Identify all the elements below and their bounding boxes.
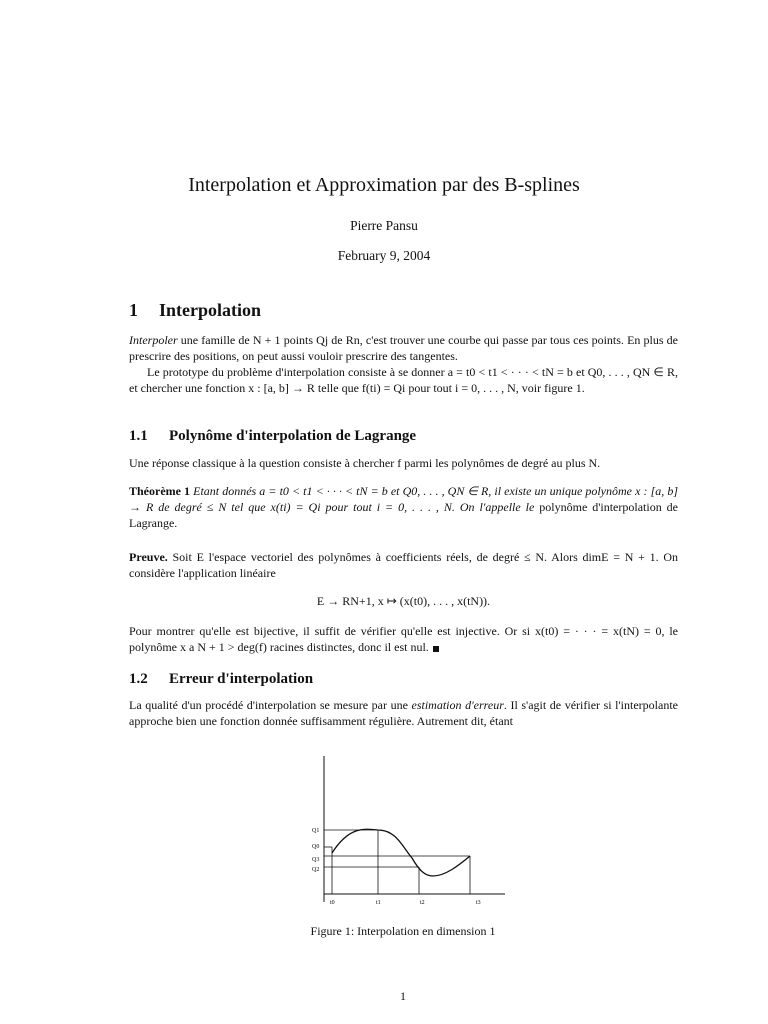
paragraph-interpoler-text: une famille de N + 1 points Qj de Rn, c'est trouver une courbe qui passe par tous ces points. En plus de prescrire des positions, on peut aussi vouloir prescrire des tangentes. [129,333,678,363]
page-number: 1 [400,989,406,1003]
label-q3: Q3 [312,857,320,863]
theorem-label: Théorème 1 [129,484,191,498]
label-q0: Q0 [312,844,320,850]
qed-square-icon [433,646,439,652]
emphasis-estimation: estimation d'erreur [411,698,504,712]
emphasis-interpoler: Interpoler [129,333,178,347]
proof-label: Preuve. [129,550,168,564]
subsection-1-1-heading [129,428,416,445]
paragraph-interpoler [129,332,678,364]
display-equation: E → RN+1, x ↦ (x(t0), . . . , x(tN)). [316,594,491,608]
paper-author: Pierre Pansu [350,218,418,233]
theorem-tail: polynôme d'interpolation de Lagrange. [129,500,678,530]
paragraph-erreur-start: La qualité d'un procédé d'interpolation se mesure par une [129,698,412,712]
theorem-statement: Etant donnés a = t0 < t1 < · · · < tN = b et Q0, . . . , QN ∈ R, il existe un unique polynôme x : [a, b] → R de degré ≤ N tel que x(ti) = Qi pour tout i = 0, . . . , N. On l'appelle le [129,484,678,514]
paragraph-erreur-end: . Il s'agit de vérifier si l'interpolante approche bien une fonction donnée suffisamment régulière. Autrement dit, étant [129,698,678,728]
paragraph-erreur [129,697,678,729]
subsection-number: 1.1 [129,428,148,444]
label-t1: t1 [376,900,381,906]
subsection-1-2-heading [129,671,313,688]
section-number: 1 [129,300,138,320]
section-title: Interpolation [159,300,262,320]
paragraph-lagrange-intro: Une réponse classique à la question consiste à chercher f parmi les polynômes de degré au plus N. [129,456,601,470]
paragraph-prototype: Le prototype du problème d'interpolation consiste à se donner a = t0 < t1 < · · · < tN = b et Q0, . . . , QN ∈ R, et chercher une fonction x : [a, b] → R telle que f(ti) = Qi pour tout i = 0, . . . , N, voir figure 1. [129,365,678,395]
paper-title: Interpolation et Approximation par des B-splines [188,174,580,196]
label-t2: t2 [420,900,425,906]
paragraph-bijective [129,623,678,655]
proof-text: Soit E l'espace vectoriel des polynômes à coefficients réels, de degré ≤ N. Alors dimE = N + 1. On considère l'application linéaire [129,550,678,580]
theorem-1 [129,483,678,531]
label-t0: t0 [330,900,335,906]
interpolating-curve [332,829,470,876]
subsection-title: Polynôme d'interpolation de Lagrange [169,428,417,444]
interpolation-figure [300,750,510,910]
section-1-heading [129,300,261,321]
subsection-number: 1.2 [129,671,148,687]
proof [129,549,678,581]
paper-date: February 9, 2004 [337,248,431,263]
figure-caption: Figure 1: Interpolation en dimension 1 [310,924,496,938]
label-t3: t3 [476,900,481,906]
label-q1: Q1 [312,828,320,834]
paragraph-bijective-text: Pour montrer qu'elle est bijective, il suffit de vérifier qu'elle est injective. Or si x(t0) = · · · = x(tN) = 0, le polynôme x a N + 1 > deg(f) racines distinctes, donc il est nul. [129,624,678,654]
subsection-title: Erreur d'interpolation [169,671,314,687]
label-q2: Q2 [312,867,320,873]
